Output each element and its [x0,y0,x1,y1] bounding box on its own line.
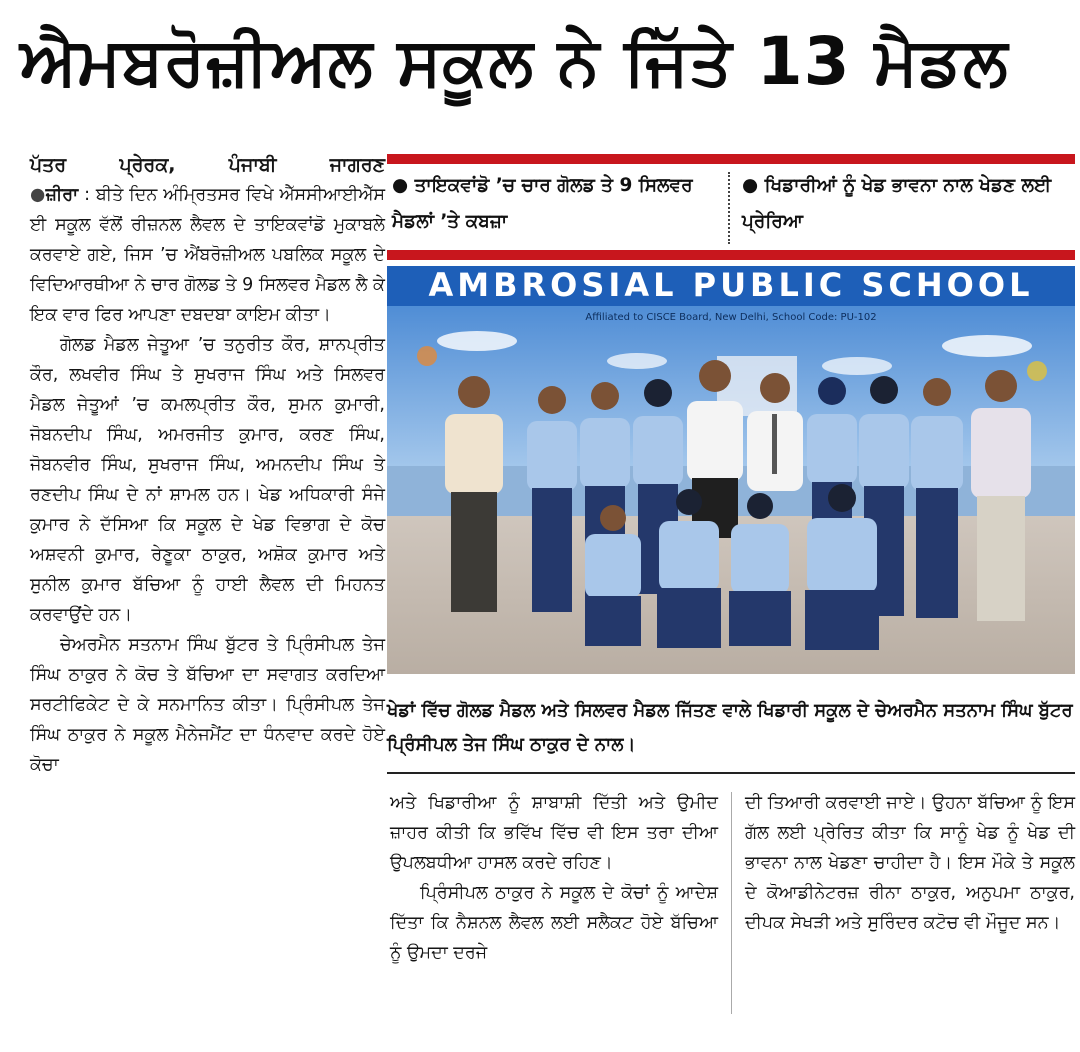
bullet-dot-icon: ● [30,185,46,205]
bullet-dot-icon: ● [742,175,765,196]
highlight-rule-bottom [387,250,1075,260]
highlight-2 [742,168,1072,246]
headline: ਐਮਬਰੋਜ਼ੀਅਲ ਸਕੂਲ ਨੇ ਜਿੱਤੇ 13 ਮੈਡਲ [20,23,1009,100]
banner-title: AMBROSIAL PUBLIC SCHOOL [428,266,1034,304]
caption-rule [387,772,1075,774]
article-paragraph-5: ਪ੍ਰਿੰਸੀਪਲ ਠਾਕੁਰ ਨੇ ਸਕੂਲ ਦੇ ਕੋਚਾਂ ਨੂੰ ਆਦੇਸ਼ ਦਿੱਤਾ ਕਿ ਨੈਸ਼ਨਲ ਲੈਵਲ ਲਈ ਸਲੈਕਟ ਹੋਏ ਬੱਚਿਆ ਨੂੰ ਉਮਦਾ ਦਰਜੇ [390,883,718,963]
highlight-1-text: ਤਾਇਕਵਾਂਡੋ ’ਚ ਚਾਰ ਗੋਲਡ ਤੇ 9 ਸਿਲਵਰ ਮੈਡਲਾਂ ’ਤੇ ਕਬਜ਼ਾ [392,175,693,232]
photo-caption: ਖੇਡਾਂ ਵਿੱਚ ਗੋਲਡ ਮੈਡਲ ਅਤੇ ਸਿਲਵਰ ਮੈਡਲ ਜਿੱਤਣ ਵਾਲੇ ਖਿਡਾਰੀ ਸਕੂਲ ਦੇ ਚੇਅਰਮੈਨ ਸਤਨਾਮ ਸਿੰਘ ਬੁੱਟਰ ਪ੍ਰਿੰਸੀਪਲ ਤੇਜ ਸਿੰਘ ਠਾਕੁਰ ਦੇ ਨਾਲ। [387,700,1073,755]
news-photo [387,266,1075,674]
article-paragraph-1 [30,180,385,330]
banner-subtitle: Affiliated to CISCE Board, New Delhi, School Code: PU-102 [585,312,877,323]
article-column-middle [390,788,718,968]
article-column-right [745,788,1075,938]
dateline: ਜ਼ੀਰਾ [45,185,79,205]
highlight-divider [728,172,730,244]
article-paragraph-3: ਚੇਅਰਮੈਨ ਸਤਨਾਮ ਸਿੰਘ ਬੁੱਟਰ ਤੇ ਪ੍ਰਿੰਸੀਪਲ ਤੇਜ ਸਿੰਘ ਠਾਕੁਰ ਨੇ ਕੋਚ ਤੇ ਬੱਚਿਆ ਦਾ ਸਵਾਗਤ ਕਰਦਿਆ ਸਰਟੀਫਿਕੇਟ ਦੇ ਕੇ ਸਨਮਾਨਿਤ ਕੀਤਾ। ਪ੍ਰਿੰਸੀਪਲ ਤੇਜ ਸਿੰਘ ਠਾਕੁਰ ਨੇ ਸਕੂਲ ਮੈਨੇਜਮੈਂਟ ਦਾ ਧੰਨਵਾਦ ਕਰਦੇ ਹੋਏ ਕੋਚਾ [30,635,385,775]
article-paragraph-4: ਅਤੇ ਖਿਡਾਰੀਆ ਨੂੰ ਸ਼ਾਬਾਸ਼ੀ ਦਿੱਤੀ ਅਤੇ ਉਮੀਦ ਜ਼ਾਹਰ ਕੀਤੀ ਕਿ ਭਵਿੱਖ ਵਿੱਚ ਵੀ ਇਸ ਤਰਾ ਦੀਆ ਉਪਲਬਧੀਆ ਹਾਸਲ ਕਰਦੇ ਰਹਿਣ। [390,793,718,873]
article-column-left [30,150,385,780]
bullet-dot-icon: ● [392,175,415,196]
highlight-2-text: ਖਿਡਾਰੀਆਂ ਨੂੰ ਖੇਡ ਭਾਵਨਾ ਨਾਲ ਖੇਡਣ ਲਈ ਪ੍ਰੇਰਿਆ [742,175,1052,232]
article-paragraph-1-text: : ਬੀਤੇ ਦਿਨ ਅੰਮ੍ਰਿਤਸਰ ਵਿਖੇ ਐੱਸਸੀਆਈਐੱਸ ਈ ਸਕੂਲ ਵੱਲੋਂ ਰੀਜ਼ਨਲ ਲੈਵਲ ਦੇ ਤਾਇਕਵਾਂਡੋ ਮੁਕਾਬਲੇ ਕਰਵਾਏ ਗਏ, ਜਿਸ ’ਚ ਐਂਬਰੋਜ਼ੀਅਲ ਪਬਲਿਕ ਸਕੂਲ ਦੇ ਵਿਦਿਆਰਥੀਆ ਨੇ ਚਾਰ ਗੋਲਡ ਤੇ 9 ਸਿਲਵਰ ਮੈਡਲ ਲੈ ਕੇ ਇਕ ਵਾਰ ਫਿਰ ਆਪਣਾ ਦਬਦਬਾ ਕਾਇਮ ਕੀਤਾ। [30,185,385,325]
highlight-rule-top [387,154,1075,164]
column-divider [731,792,732,1014]
byline: ਪੱਤਰ ਪ੍ਰੇਰਕ, ਪੰਜਾਬੀ ਜਾਗਰਣ [30,154,385,176]
article-paragraph-6: ਦੀ ਤਿਆਰੀ ਕਰਵਾਈ ਜਾਏ। ਉਹਨਾ ਬੱਚਿਆ ਨੂੰ ਇਸ ਗੱਲ ਲਈ ਪ੍ਰੇਰਿਤ ਕੀਤਾ ਕਿ ਸਾਨੂੰ ਖੇਡ ਨੂੰ ਖੇਡ ਦੀ ਭਾਵਨਾ ਨਾਲ ਖੇਡਣਾ ਚਾਹੀਦਾ ਹੈ। ਇਸ ਮੌਕੇ ਤੇ ਸਕੂਲ ਦੇ ਕੋਆਡੀਨੇਟਰਜ਼ ਰੀਨਾ ਠਾਕੁਰ, ਅਨੁਪਮਾ ਠਾਕੁਰ, ਦੀਪਕ ਸੇਖੜੀ ਅਤੇ ਸੁਰਿੰਦਰ ਕਟੋਚ ਵੀ ਮੌਜੂਦ ਸਨ। [745,793,1075,933]
highlight-1 [392,168,722,246]
article-paragraph-2: ਗੋਲਡ ਮੈਡਲ ਜੇਤੂਆ ’ਚ ਤਨੁਰੀਤ ਕੌਰ, ਸ਼ਾਨਪ੍ਰੀਤ ਕੌਰ, ਲਖਵੀਰ ਸਿੰਘ ਤੇ ਸੁਖਰਾਜ ਸਿੰਘ ਅਤੇ ਸਿਲਵਰ ਮੈਡਲ ਜੇਤੂਆਂ ’ਚ ਕਮਲਪ੍ਰੀਤ ਕੌਰ, ਸੁਮਨ ਕੁਮਾਰੀ, ਜੋਬਨਦੀਪ ਸਿੰਘ, ਅਮਰਜੀਤ ਕੁਮਾਰ, ਕਰਣ ਸਿੰਘ, ਜੋਬਨਵੀਰ ਸਿੰਘ, ਸੁਖਰਾਜ ਸਿੰਘ, ਅਮਨਦੀਪ ਸਿੰਘ ਤੇ ਰਣਦੀਪ ਸਿੰਘ ਦੇ ਨਾਂ ਸ਼ਾਮਲ ਹਨ। ਖੇਡ ਅਧਿਕਾਰੀ ਸੰਜੇ ਕੁਮਾਰ ਨੇ ਦੱਸਿਆ ਕਿ ਸਕੂਲ ਦੇ ਖੇਡ ਵਿਭਾਗ ਦੇ ਕੋਚ ਅਸ਼ਵਨੀ ਕੁਮਾਰ, ਰੇਣੂਕਾ ਠਾਕੁਰ, ਅਸ਼ੋਕ ਕੁਮਾਰ ਅਤੇ ਸੁਨੀਲ ਕੁਮਾਰ ਬੱਚਿਆ ਨੂੰ ਹਾਈ ਲੈਵਲ ਦੀ ਮਿਹਨਤ ਕਰਵਾਉਂਦੇ ਹਨ। [30,335,385,625]
group-photo-illustration [387,266,1075,674]
